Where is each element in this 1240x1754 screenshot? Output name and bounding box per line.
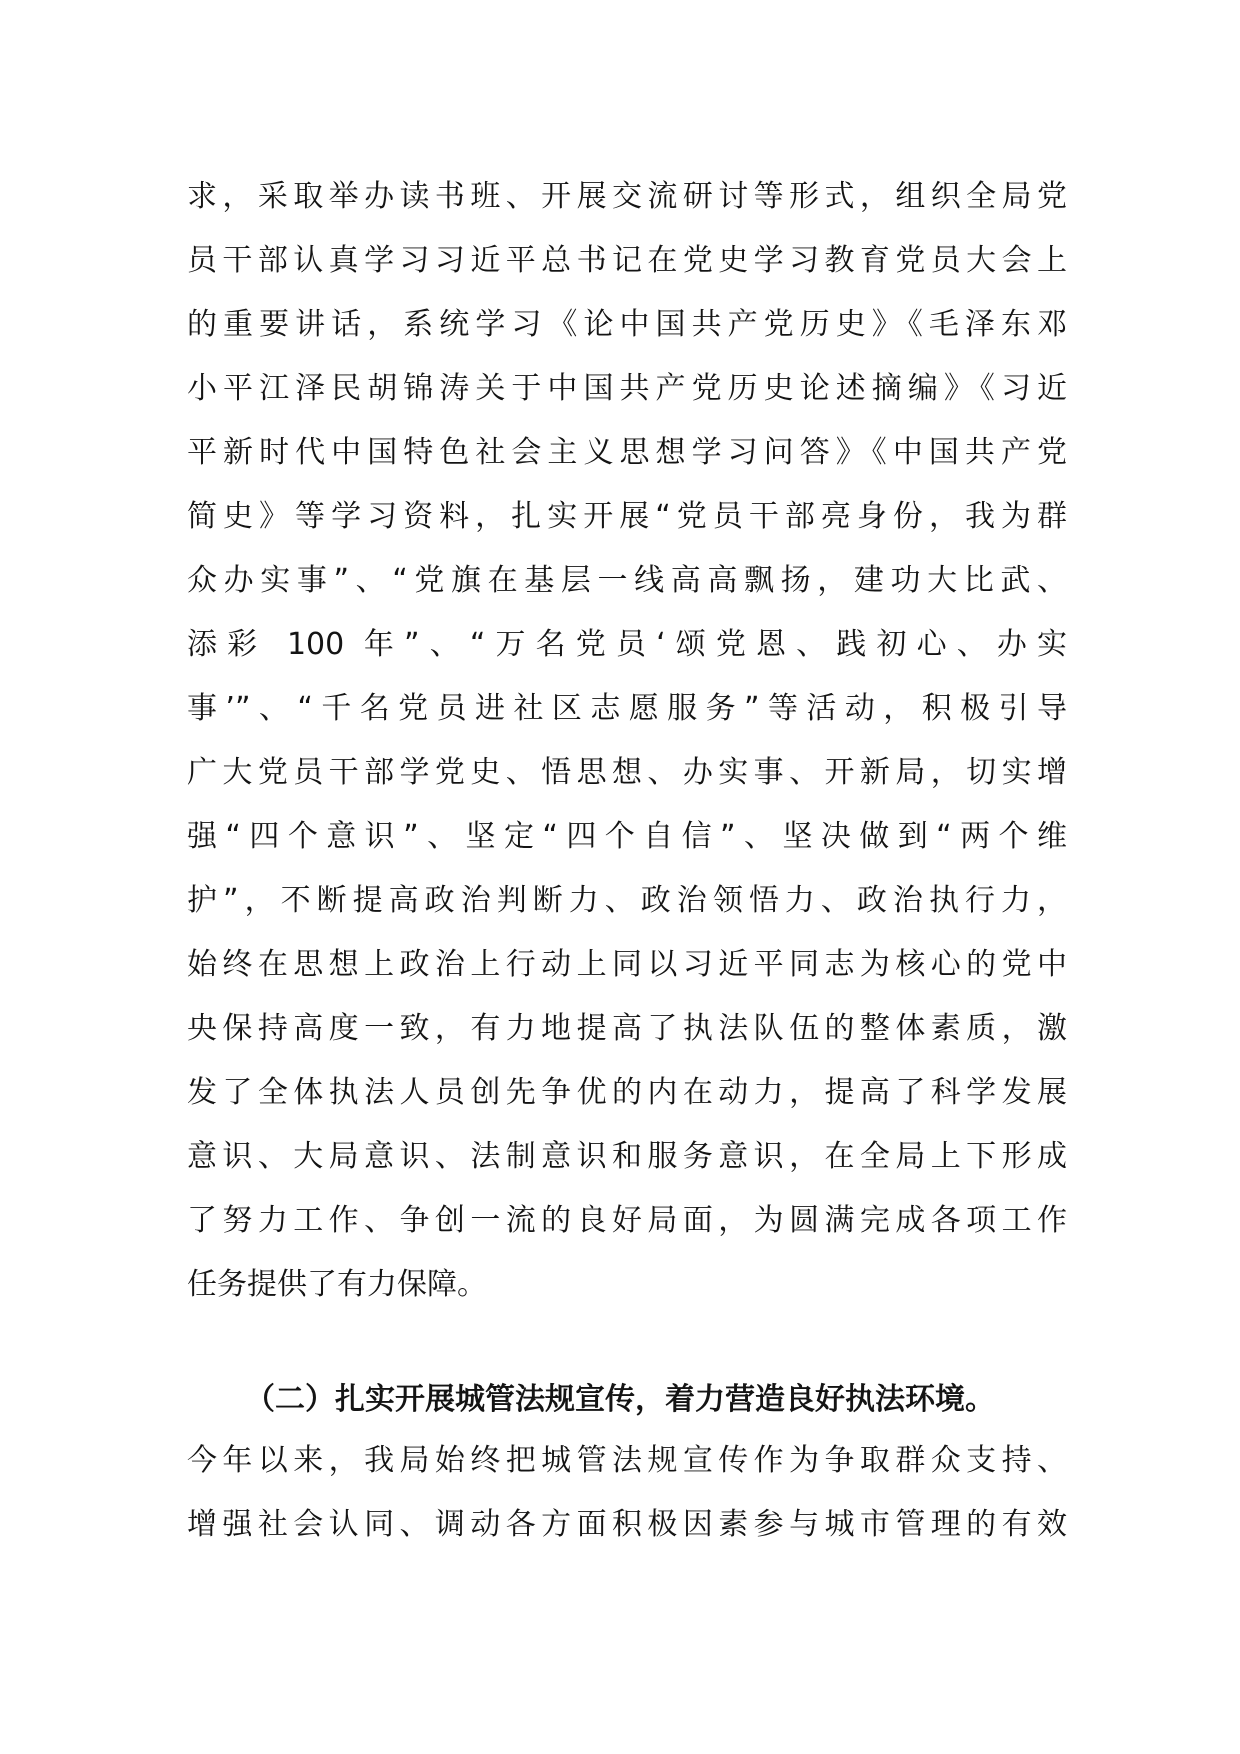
text-line: 添彩 100 年”、“万名党员‘颂党恩、践初心、办实	[187, 627, 1067, 662]
body-paragraph-2	[187, 1429, 1067, 1557]
text-line: 今年以来，我局始终把城管法规宣传作为争取群众支持、	[187, 1443, 1067, 1478]
text-line: 简史》等学习资料，扎实开展“党员干部亮身份，我为群	[187, 499, 1067, 534]
text-line: 的重要讲话，系统学习《论中国共产党历史》《毛泽东邓	[187, 307, 1067, 342]
text-line: 护”，不断提高政治判断力、政治领悟力、政治执行力，	[187, 883, 1067, 918]
text-line: 平新时代中国特色社会主义思想学习问答》《中国共产党	[187, 435, 1067, 470]
text-line: 小平江泽民胡锦涛关于中国共产党历史论述摘编》《习近	[187, 371, 1067, 406]
section-heading-block	[187, 1368, 1067, 1432]
text-line: 众办实事”、“党旗在基层一线高高飘扬，建功大比武、	[187, 563, 1067, 598]
section-heading: （二）扎实开展城管法规宣传，着力营造良好执法环境。	[245, 1382, 995, 1417]
text-line: 发了全体执法人员创先争优的内在动力，提高了科学发展	[187, 1075, 1067, 1110]
text-line: 始终在思想上政治上行动上同以习近平同志为核心的党中	[187, 947, 1067, 982]
text-line: 员干部认真学习习近平总书记在党史学习教育党员大会上	[187, 243, 1067, 278]
text-line: 意识、大局意识、法制意识和服务意识，在全局上下形成	[187, 1139, 1067, 1174]
text-line: 强“四个意识”、坚定“四个自信”、坚决做到“两个维	[187, 819, 1067, 854]
text-line: 任务提供了有力保障。	[187, 1267, 487, 1302]
text-line: 事’”、“千名党员进社区志愿服务”等活动，积极引导	[187, 691, 1067, 726]
text-line: 求，采取举办读书班、开展交流研讨等形式，组织全局党	[187, 179, 1067, 214]
text-line: 了努力工作、争创一流的良好局面，为圆满完成各项工作	[187, 1203, 1067, 1238]
text-line: 广大党员干部学党史、悟思想、办实事、开新局，切实增	[187, 755, 1067, 790]
text-line: 央保持高度一致，有力地提高了执法队伍的整体素质，激	[187, 1011, 1067, 1046]
text-line: 增强社会认同、调动各方面积极因素参与城市管理的有效	[187, 1507, 1067, 1542]
body-paragraph-1	[187, 165, 1067, 1317]
